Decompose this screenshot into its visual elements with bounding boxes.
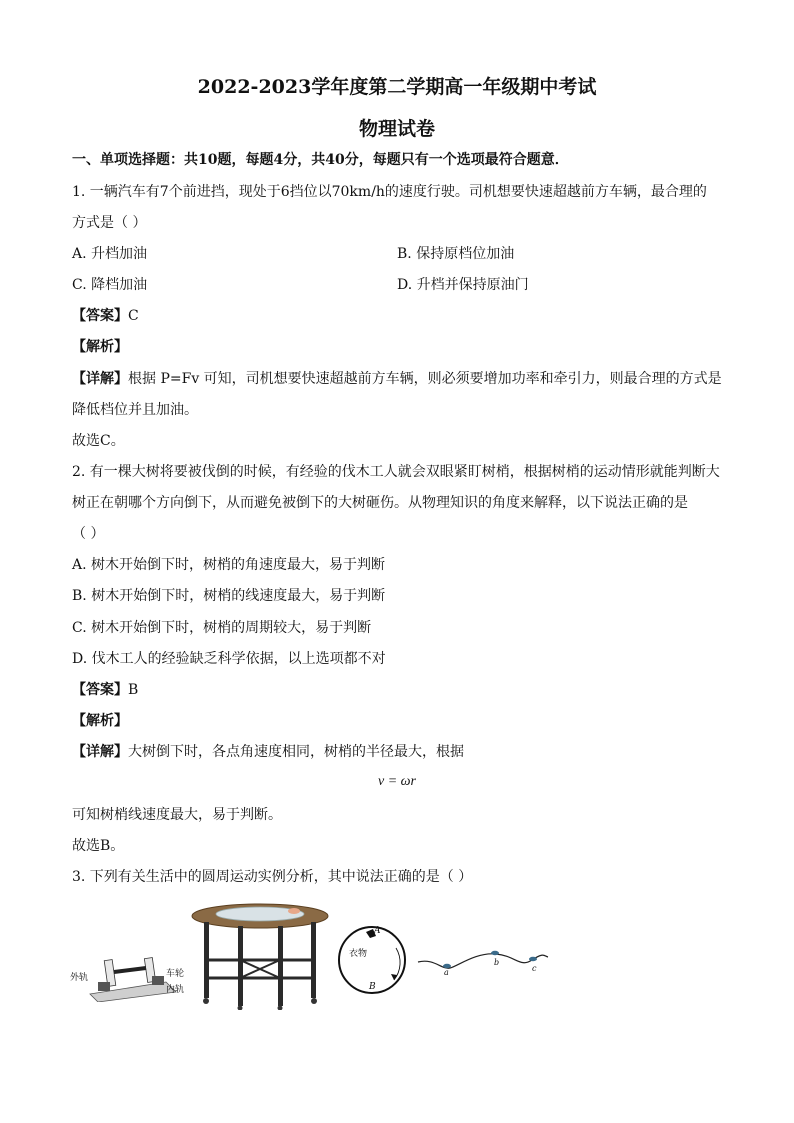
q1-analysis-tag: 【解析】 [72, 339, 128, 355]
q3-figures [68, 900, 568, 1010]
wheel-label: 车轮 [166, 969, 185, 979]
q2-option-b: B. 树木开始倒下时，树梢的线速度最大，易于判断 [72, 588, 386, 604]
q1-stem-line1: 1. 一辆汽车有7个前进挡，现处于6挡位以70km/h的速度行驶。司机想要快速超越前方车辆，最合理的 [72, 184, 707, 200]
q1-stem-line2: 方式是（ ） [72, 215, 147, 231]
inner-rail-label: 内轨 [166, 985, 185, 995]
point-a-label: A [374, 926, 381, 936]
section-heading: 一、单项选择题：共10题，每题4分，共40分，每题只有一个选项最符合题意． [72, 152, 569, 168]
q3-stem: 3. 下列有关生活中的圆周运动实例分析，其中说法正确的是（ ） [72, 869, 473, 885]
q1-option-a: A. 升档加油 [72, 246, 148, 262]
q2-conclusion: 故选B。 [72, 838, 125, 854]
point-a-label: a [444, 968, 449, 977]
detail-tag: 【详解】 [72, 744, 128, 760]
page-subtitle: 物理试卷 [358, 118, 435, 140]
q1-detail-line2: 降低档位并且加油。 [72, 402, 198, 418]
page-title: 2022-2023学年度第二学期高一年级期中考试 [197, 76, 597, 98]
rail-curve-figure [68, 952, 193, 1002]
detail-tag: 【详解】 [72, 371, 128, 387]
point-b-label: B [369, 982, 376, 992]
q2-stem-line3: （ ） [72, 526, 105, 542]
q2-option-a: A. 树木开始倒下时，树梢的角速度最大，易于判断 [72, 557, 386, 573]
q1-option-d: D. 升档并保持原油门 [397, 277, 529, 293]
answer-value: C [128, 308, 139, 324]
q2-detail-line2: 可知树梢线速度最大，易于判断。 [72, 807, 282, 823]
q1-option-b: B. 保持原档位加油 [397, 246, 515, 262]
point-b-label: b [494, 958, 500, 967]
clothes-label: 衣物 [349, 949, 368, 959]
wavy-road-figure [416, 944, 550, 976]
round-table-figure [190, 900, 330, 1010]
detail-text: 根据 P=Fv 可知，司机想要快速超越前方车辆，则必须要增加功率和牵引力，则最合理的方式是 [128, 371, 722, 387]
outer-rail-label: 外轨 [70, 973, 89, 983]
q2-stem-line1: 2. 有一棵大树将要被伐倒的时候，有经验的伐木工人就会双眼紧盯树梢，根据树梢的运动情形就能判断大 [72, 464, 720, 480]
formula: v = ωr [378, 774, 416, 789]
detail-text: 大树倒下时，各点角速度相同，树梢的半径最大，根据 [128, 744, 464, 760]
q2-detail-line1 [72, 742, 464, 762]
q1-option-c: C. 降档加油 [72, 277, 148, 293]
q1-answer [72, 306, 139, 326]
q2-option-c: C. 树木开始倒下时，树梢的周期较大，易于判断 [72, 620, 372, 636]
answer-tag: 【答案】 [72, 682, 128, 698]
q2-option-d: D. 伐木工人的经验缺乏科学依据，以上选项都不对 [72, 651, 386, 667]
q1-conclusion: 故选C。 [72, 433, 125, 449]
drum-figure [336, 922, 408, 998]
answer-value: B [128, 682, 139, 698]
q1-detail-line1 [72, 369, 722, 389]
q2-answer [72, 680, 138, 700]
q2-stem-line2: 树正在朝哪个方向倒下，从而避免被倒下的大树砸伤。从物理知识的角度来解释，以下说法正确的是 [72, 495, 688, 511]
q2-analysis-tag: 【解析】 [72, 713, 128, 729]
answer-tag: 【答案】 [72, 308, 128, 324]
point-c-label: c [532, 964, 537, 973]
